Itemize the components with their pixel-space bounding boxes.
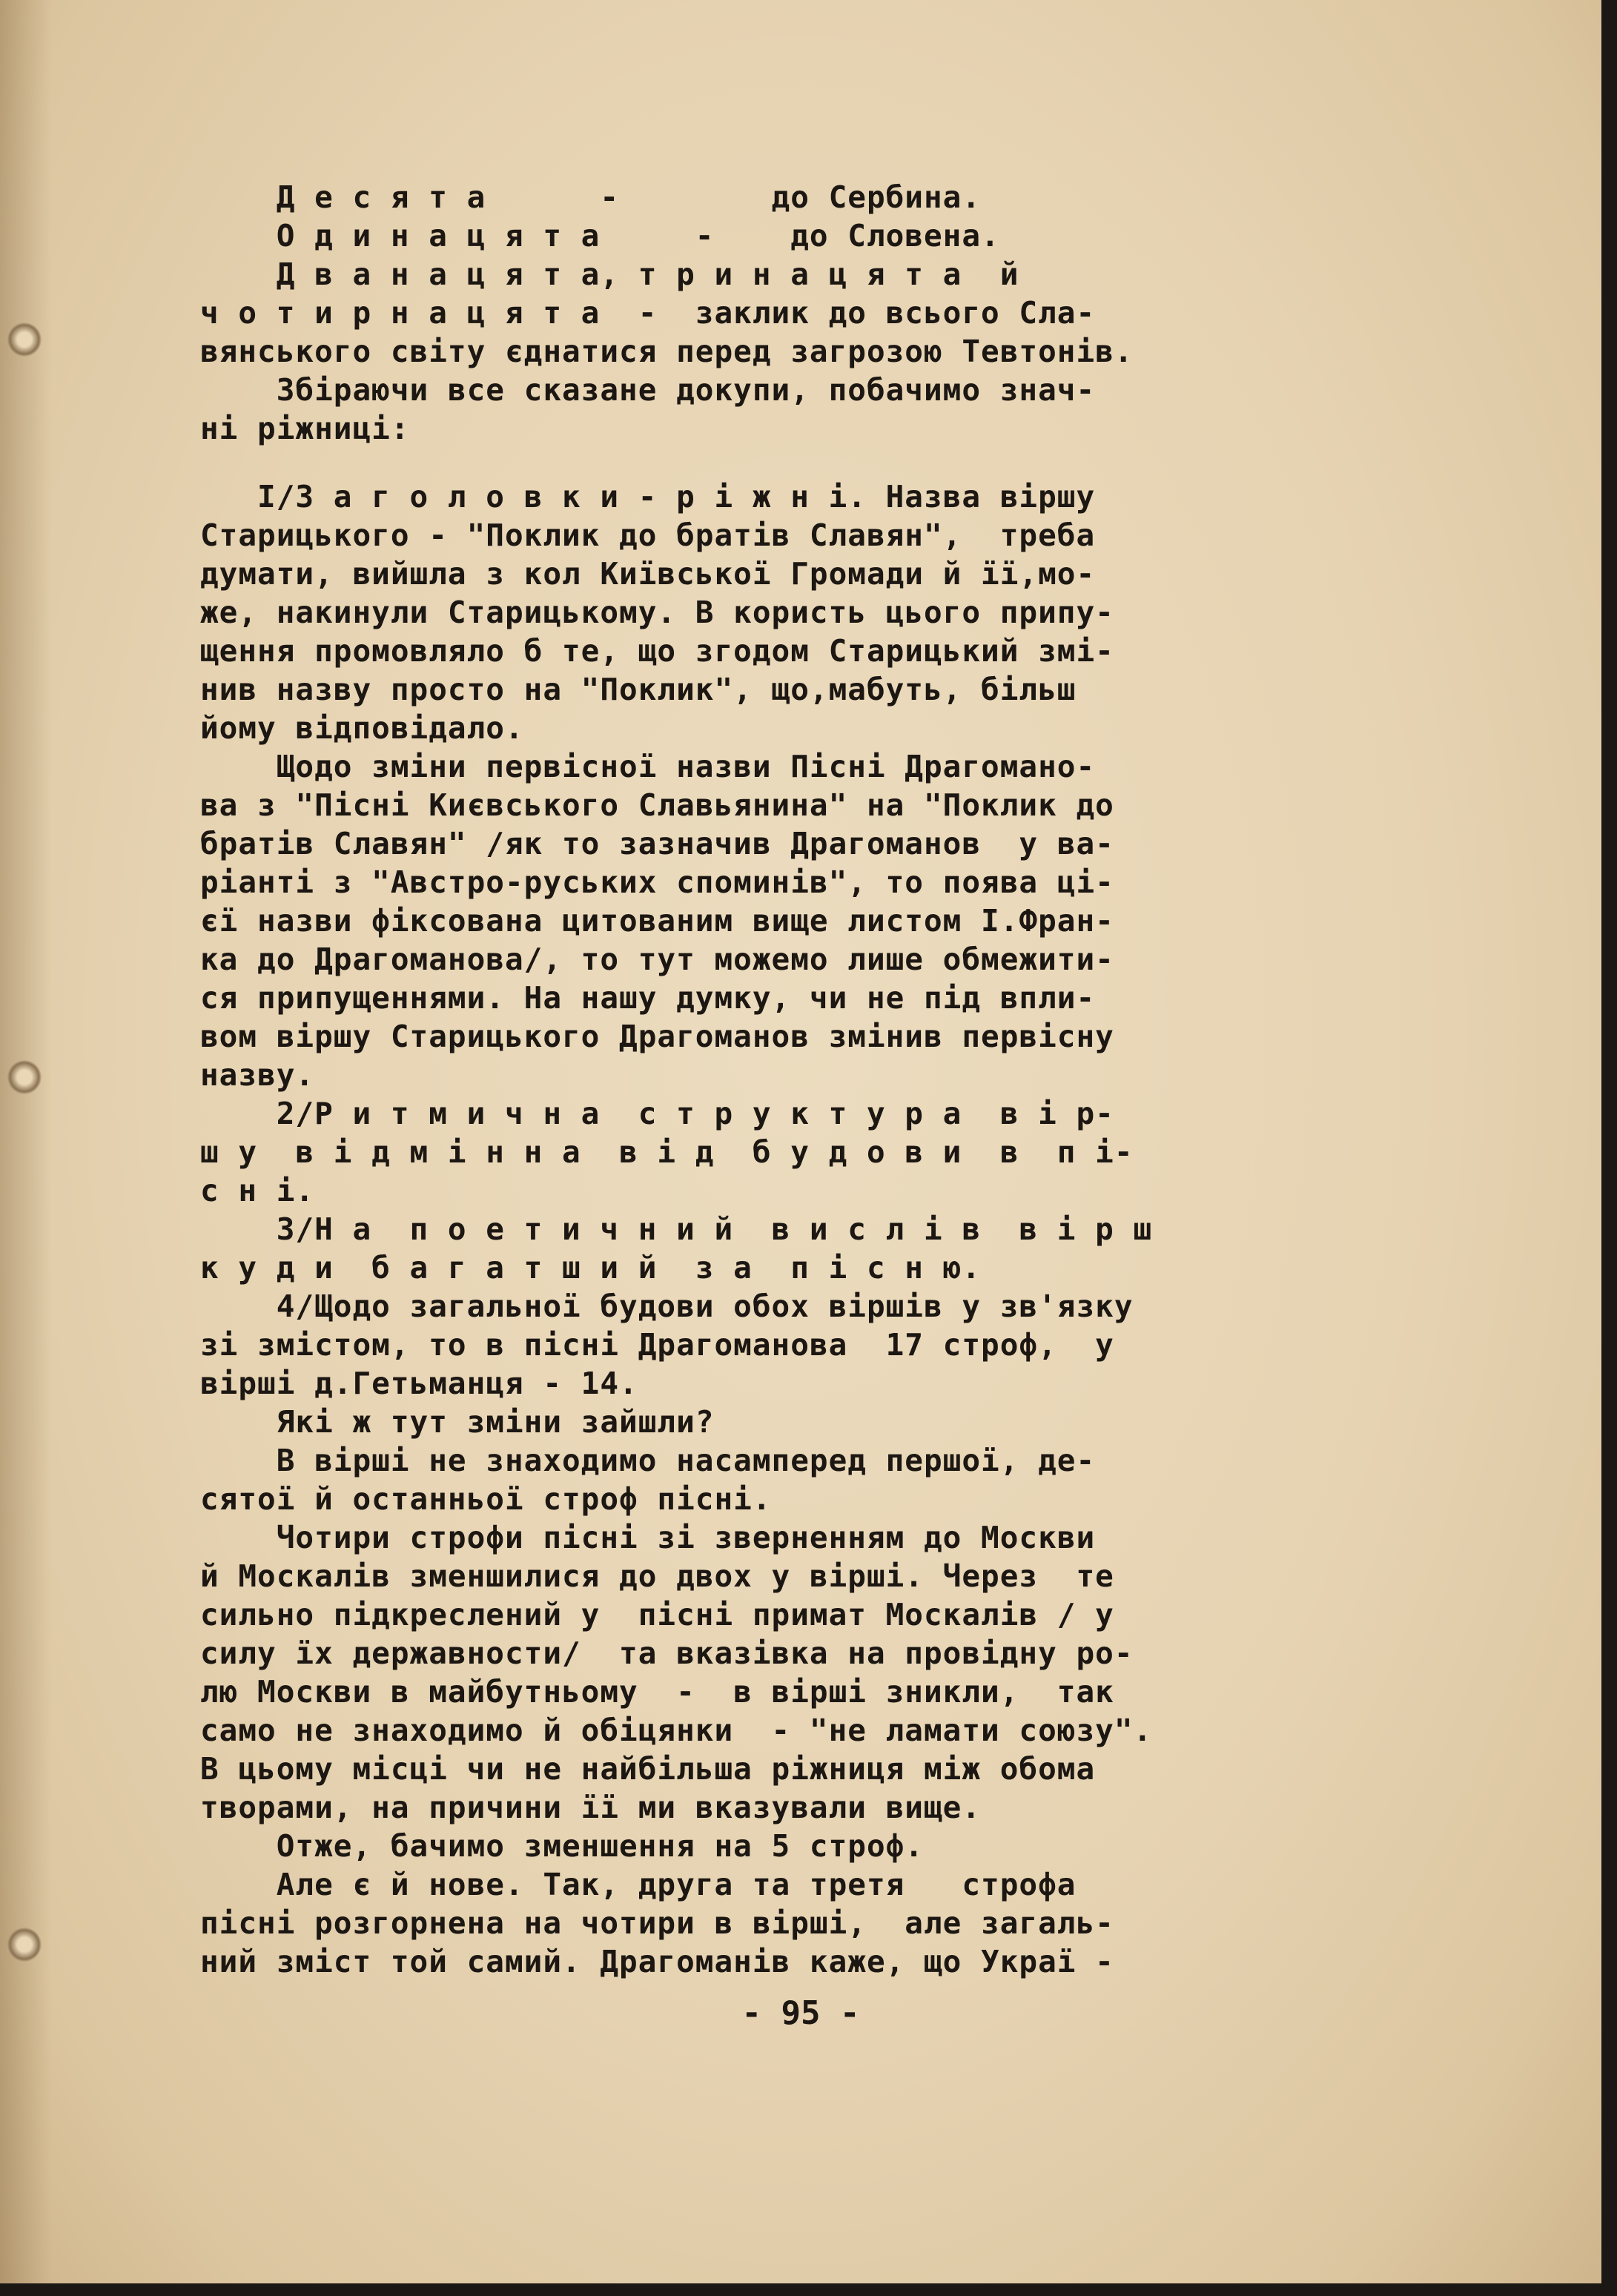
text-line: к у д и б а г а т ш и й з а п і с н ю. [200,1250,982,1286]
paragraph-gap [200,448,1401,477]
text-line: сильно підкреслений у пісні примат Москалів / у [200,1597,1114,1632]
text-line: Д е с я т а - до Сербина. [200,179,982,215]
text-line: сятої й останньої строф пісні. [200,1481,772,1517]
text-line: ч о т и р н а ц я т а - заклик до всього Сла- [200,295,1096,331]
binding-hole-icon [7,322,42,357]
text-line: Але є й нове. Так, друга та третя строфа [200,1867,1077,1902]
text-line: с н і. [200,1173,315,1208]
text-line: братів Славян" /як то зазначив Драгоманов у ва- [200,826,1114,861]
binding-hole-icon [7,1928,42,1962]
text-line: єї назви фіксована цитованим вище листом І.Фран- [200,903,1114,939]
text-line: 4/Щодо загальної будови обох віршів у зв'язку [200,1288,1134,1324]
text-line: В вірші не знаходимо насамперед першої, де- [200,1443,1096,1478]
text-line: ний зміст той самий. Драгоманів каже, що Украї - [200,1944,1114,1979]
text-line: лю Москви в майбутньому - в вірші зникли, так [200,1674,1114,1710]
text-line: думати, вийшла з кол Київської Громади й її,мо- [200,556,1096,592]
text-line: Чотири строфи пісні зі зверненням до Москви [200,1520,1096,1555]
text-line: Старицького - "Поклик до братів Славян", треба [200,517,1096,553]
text-line: ка до Драгоманова/, то тут можемо лише обмежити- [200,942,1114,977]
binding-hole-icon [7,1060,42,1094]
typewritten-text [200,178,1401,1981]
text-line: вірші д.Гетьманця - 14. [200,1366,638,1401]
text-line: В цьому місці чи не найбільша ріжниця між обома [200,1751,1096,1787]
text-line: вом віршу Старицького Драгоманов змінив первісну [200,1019,1114,1054]
text-line: Отже, бачимо зменшення на 5 строф. [200,1828,924,1864]
text-line: ріанті з "Австро-руських споминів", то поява ці- [200,864,1114,900]
text-line: 2/Р и т м и ч н а с т р у к т у р а в і р- [200,1096,1114,1131]
text-line: пісні розгорнена на чотири в вірші, але загаль- [200,1905,1114,1941]
text-line: творами, на причини її ми вказували вище. [200,1790,982,1825]
text-line: йому відповідало. [200,710,524,746]
text-line: О д и н а ц я т а - до Словена. [200,218,1000,254]
text-line: назву. [200,1057,315,1093]
text-line: 3/Н а п о е т и ч н и й в и с л і в в і р ш [200,1211,1153,1247]
text-line: вянського світу єднатися перед загрозою Тевтонів. [200,334,1134,369]
text-line: I/З а г о л о в к и - р і ж н і. Назва віршу [200,479,1096,515]
page-number: - 95 - [741,1994,860,2032]
text-line: само не знаходимо й обіцянки - "не ламати союзу". [200,1713,1153,1748]
text-line: Щодо зміни первісної назви Пісні Драгоманo- [200,749,1096,784]
text-line: зі змістом, то в пісні Драгоманова 17 строф, у [200,1327,1114,1363]
text-line: же, накинули Старицькому. В користь цього припу- [200,595,1114,630]
text-line: Д в а н а ц я т а, т р и н а ц я т а й [200,257,1019,292]
text-line: ні ріжниці: [200,411,410,446]
text-line: ш у в і д м і н н а в і д б у д о в и в п і- [200,1134,1134,1170]
text-line: ся припущеннями. На нашу думку, чи не під впли- [200,980,1096,1016]
text-line: й Москалів зменшилися до двох у вірші. Через те [200,1558,1114,1594]
text-line: нив назву просто на "Поклик", що,мабуть, більш [200,672,1077,707]
text-line: Збіраючи все сказане докупи, побачимо знач- [200,372,1096,408]
text-line: силу їх державности/ та вказівка на провідну ро- [200,1635,1134,1671]
text-line: ва з "Пісні Києвського Славьянина" на "Поклик до [200,787,1114,823]
text-line: Які ж тут зміни зайшли? [200,1404,715,1440]
text-line: щення промовляло б те, що згодом Старицький змі- [200,633,1114,669]
